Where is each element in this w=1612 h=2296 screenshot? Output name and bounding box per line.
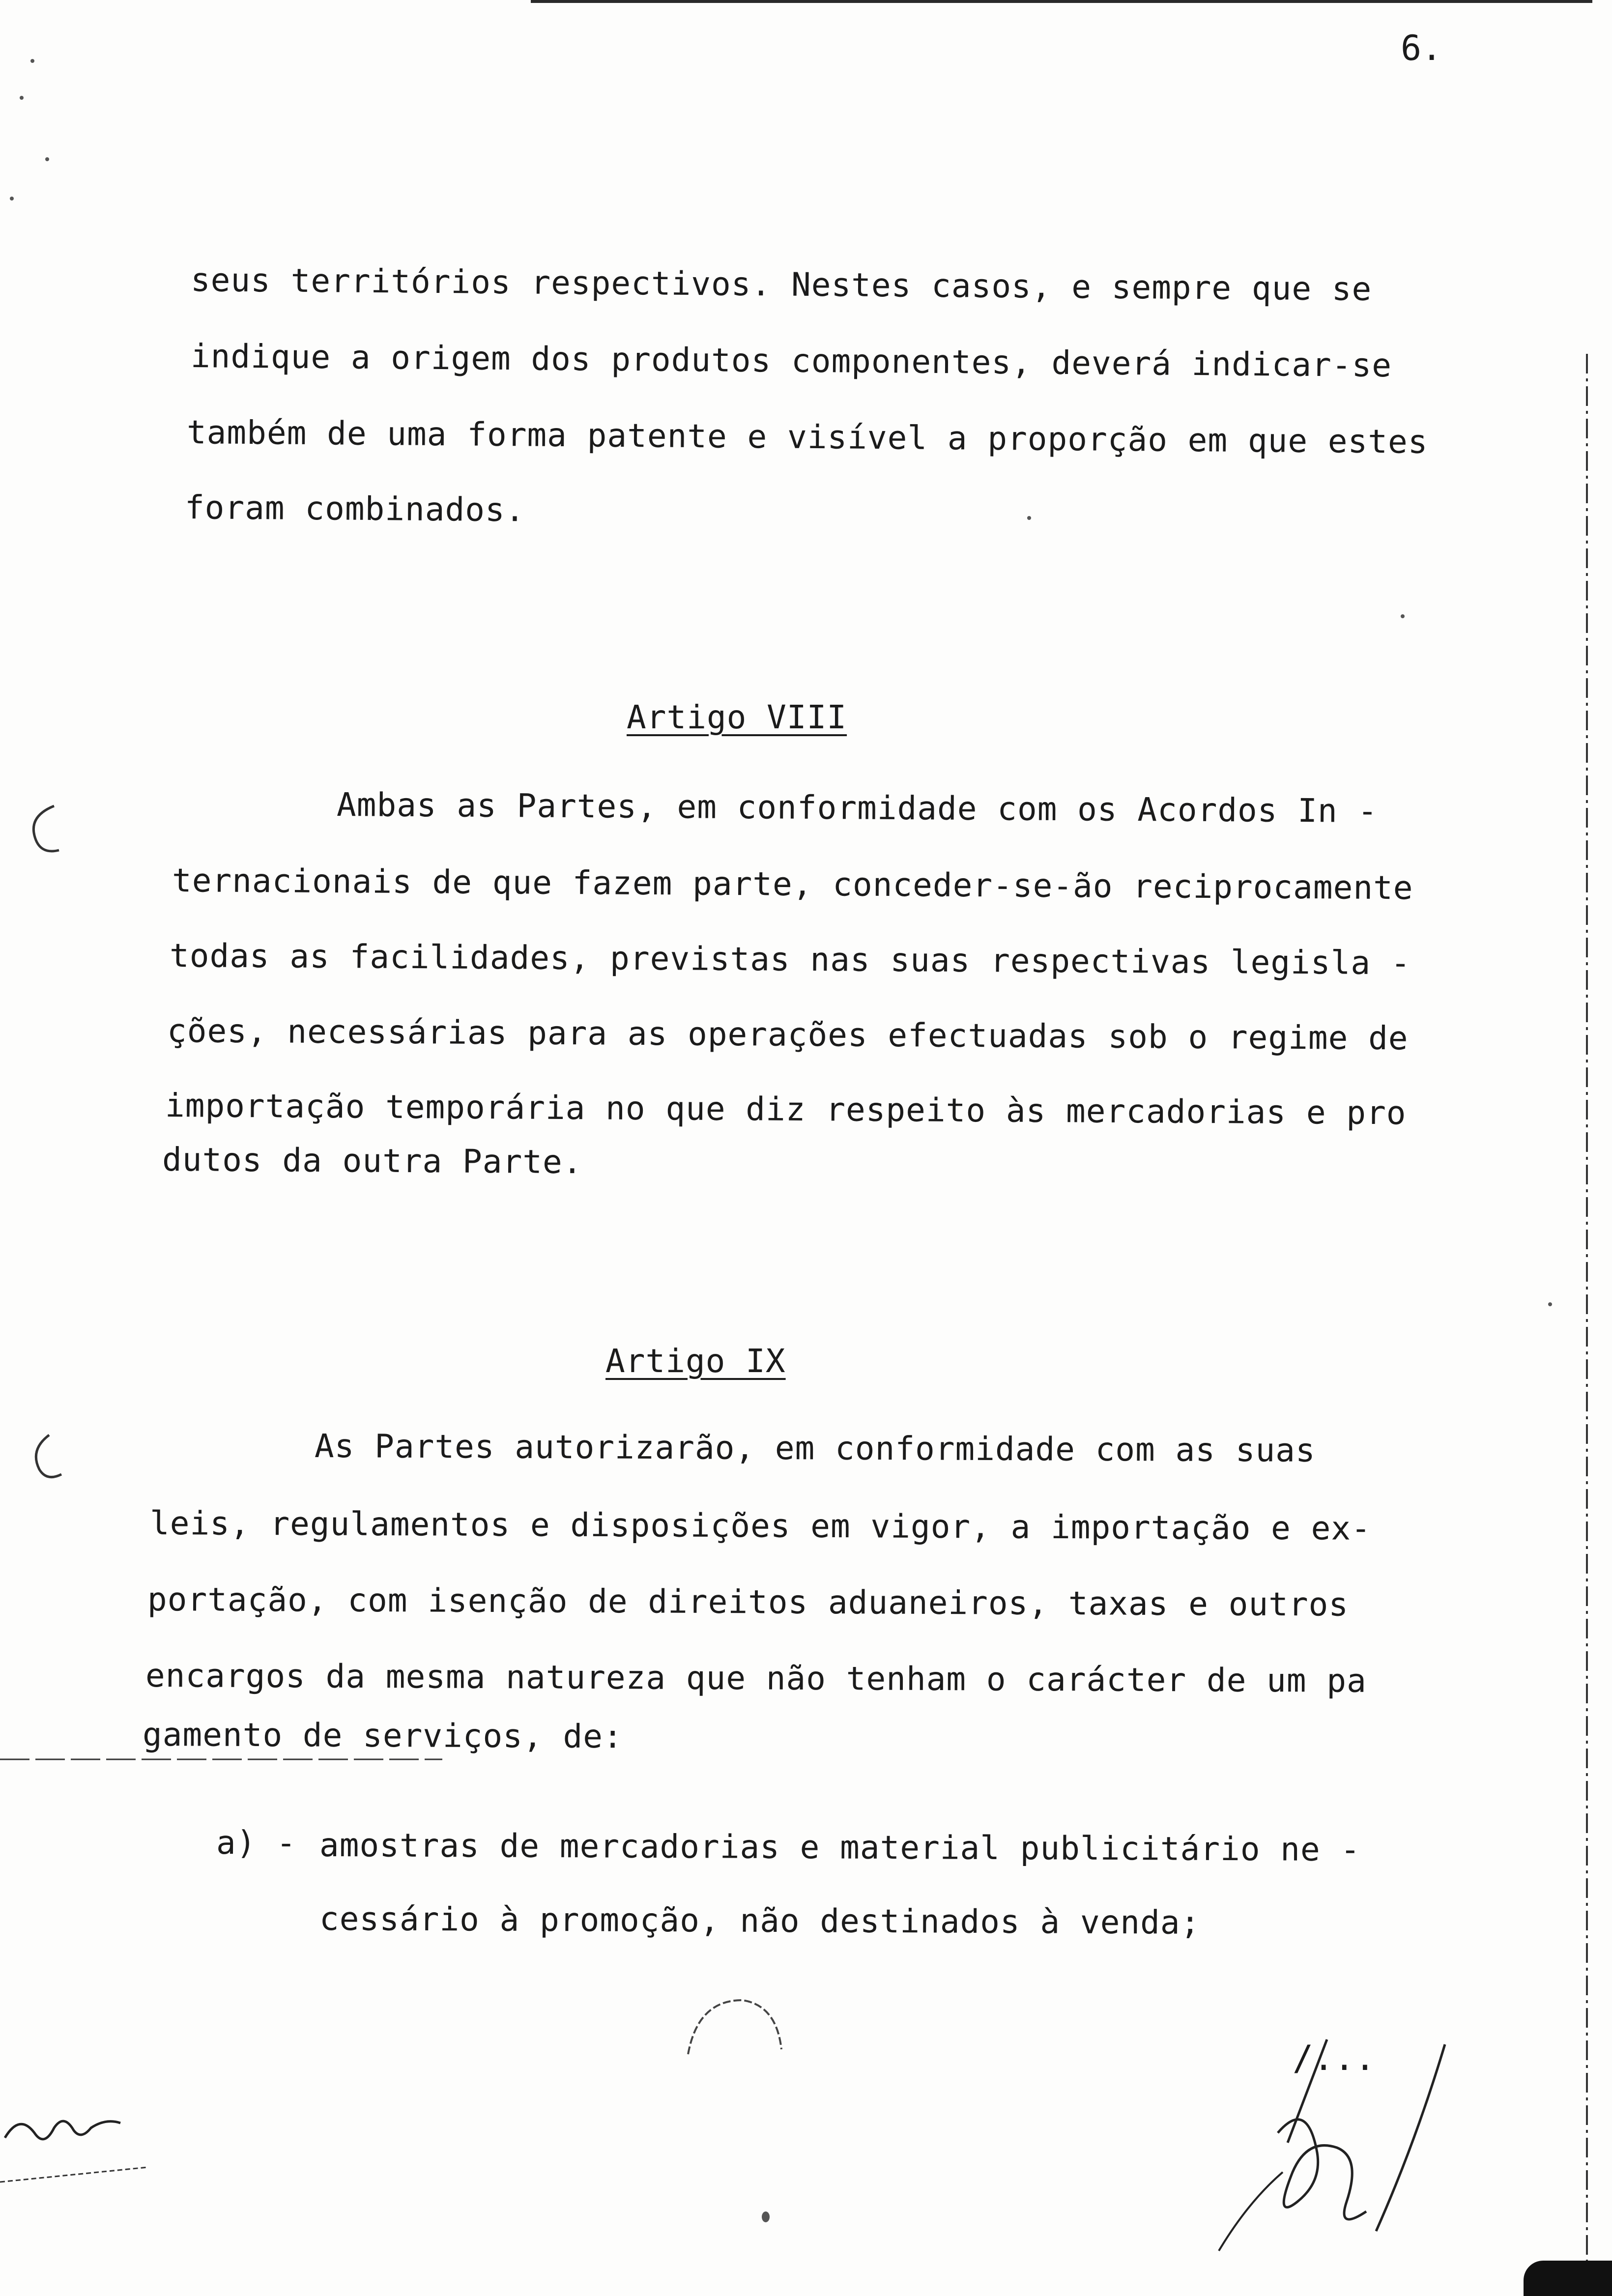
article-heading: Artigo IX — [605, 1342, 786, 1380]
text-line: ternacionais de que fazem parte, conceder-se-ão reciprocamente — [172, 861, 1413, 907]
signature-left — [0, 2094, 162, 2192]
scan-speck — [10, 197, 14, 201]
scan-speck — [20, 96, 24, 100]
scan-speck — [1401, 614, 1405, 618]
top-edge-rule — [531, 0, 1592, 3]
text-line: foram combinados. — [184, 488, 525, 529]
text-line: importação temporária no que diz respeito às mercadorias e pro — [165, 1087, 1407, 1132]
continuation-mark: /... — [1293, 2038, 1376, 2078]
article-heading: Artigo VIII — [627, 698, 847, 736]
stamp-arc — [683, 1990, 791, 2069]
scan-speck — [1027, 516, 1031, 520]
text-line: Ambas as Partes, em conformidade com os Acordos In - — [336, 786, 1378, 830]
scan-speck — [45, 157, 49, 161]
text-line: também de uma forma patente e visível a proporção em que estes — [186, 413, 1428, 461]
text-line: As Partes autorizarão, em conformidade com as suas — [314, 1427, 1316, 1469]
text-line: ções, necessárias para as operações efectuadas sob o regime de — [167, 1012, 1409, 1058]
text-line: todas as facilidades, previstas nas suas respectivas legisla - — [169, 937, 1411, 982]
text-line: leis, regulamentos e disposições em vigor, a importação e ex- — [149, 1504, 1372, 1548]
text-line: indique a origem dos produtos componentes, deverá indicar-se — [190, 337, 1392, 385]
scan-speck — [1548, 1302, 1552, 1306]
text-line: gamento de serviços, de: — [142, 1716, 623, 1756]
corner-scan-mark — [1524, 2261, 1612, 2296]
right-margin-line — [1585, 354, 1589, 2261]
binding-hole-mark — [20, 796, 64, 870]
text-line: amostras de mercadorias e material publicitário ne - — [319, 1826, 1361, 1869]
signature-right — [1189, 2025, 1455, 2261]
binding-hole-mark — [20, 1425, 64, 1499]
text-line: cessário à promoção, não destinados à venda; — [319, 1900, 1201, 1942]
scan-speck — [762, 2211, 770, 2222]
text-line: portação, com isenção de direitos aduaneiros, taxas e outros — [147, 1580, 1349, 1624]
text-line: dutos da outra Parte. — [162, 1141, 583, 1181]
text-line: seus territórios respectivos. Nestes casos, e sempre que se — [190, 261, 1372, 308]
left-dashed-rule — [0, 1758, 442, 1761]
page-number: 6. — [1401, 28, 1442, 68]
scan-speck — [30, 59, 34, 63]
text-line: encargos da mesma natureza que não tenham o carácter de um pa — [145, 1657, 1367, 1700]
list-item-label: a) - — [216, 1824, 297, 1862]
